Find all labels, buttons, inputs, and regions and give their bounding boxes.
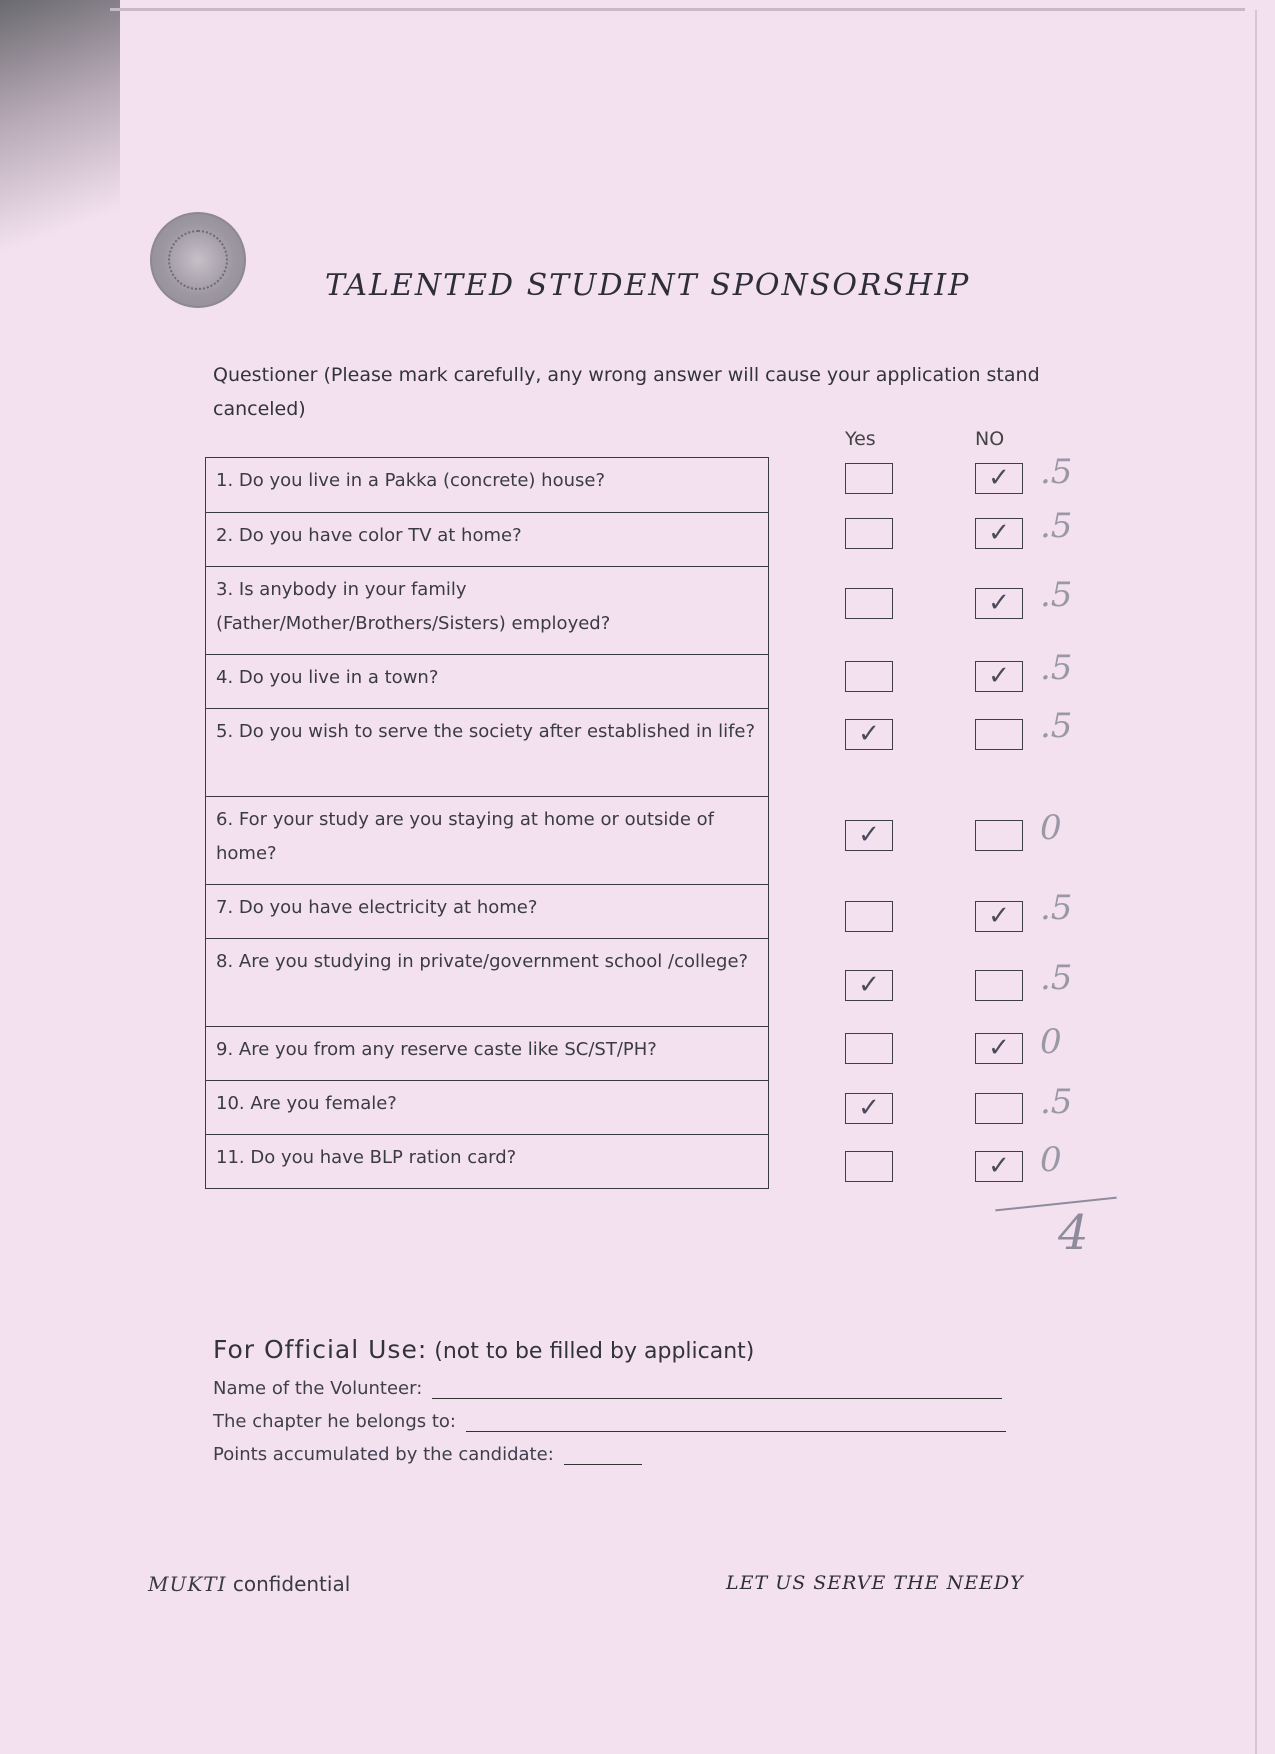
instructions-text: Questioner (Please mark carefully, any wrong answer will cause your application stand canceled) <box>213 364 1040 420</box>
q3-score: .5 <box>1040 575 1073 615</box>
q10-no-checkbox[interactable] <box>975 1093 1023 1124</box>
questions-table <box>205 457 769 1189</box>
points-field[interactable] <box>564 1446 642 1465</box>
total-score: 4 <box>1058 1205 1089 1261</box>
question-text: 9. Are you from any reserve caste like SC/ST/PH? <box>216 1039 657 1060</box>
q9-score: 0 <box>1040 1022 1062 1062</box>
q9-no-checkbox[interactable]: ✓ <box>975 1033 1023 1064</box>
question-row <box>206 938 768 1026</box>
official-title: For Official Use: <box>213 1335 428 1364</box>
chapter-row <box>213 1411 1006 1432</box>
q4-score: .5 <box>1040 648 1073 688</box>
footer-confidential: confidential <box>232 1572 351 1596</box>
q7-no-checkbox[interactable]: ✓ <box>975 901 1023 932</box>
q8-yes-checkbox[interactable]: ✓ <box>845 970 893 1001</box>
chapter-field[interactable] <box>466 1413 1006 1432</box>
q1-yes-checkbox[interactable] <box>845 463 893 494</box>
question-text: 3. Is anybody in your family (Father/Mother/Brothers/Sisters) employed? <box>216 579 611 634</box>
q3-no-checkbox[interactable]: ✓ <box>975 588 1023 619</box>
q3-yes-checkbox[interactable] <box>845 588 893 619</box>
page-edge-right <box>1255 10 1257 1754</box>
form-title: TALENTED STUDENT SPONSORSHIP <box>325 268 971 303</box>
question-row <box>206 1080 768 1134</box>
q9-yes-checkbox[interactable] <box>845 1033 893 1064</box>
total-underline <box>995 1197 1117 1212</box>
volunteer-field[interactable] <box>432 1380 1002 1399</box>
question-row <box>206 654 768 708</box>
q7-yes-checkbox[interactable] <box>845 901 893 932</box>
q4-no-checkbox[interactable]: ✓ <box>975 661 1023 692</box>
question-row <box>206 512 768 566</box>
question-text: 1. Do you live in a Pakka (concrete) house? <box>216 470 606 491</box>
question-text: 4. Do you live in a town? <box>216 667 439 688</box>
q11-no-checkbox[interactable]: ✓ <box>975 1151 1023 1182</box>
q2-yes-checkbox[interactable] <box>845 518 893 549</box>
q8-score: .5 <box>1040 958 1073 998</box>
scan-shadow <box>0 0 120 320</box>
question-text: 11. Do you have BLP ration card? <box>216 1147 517 1168</box>
q11-score: 0 <box>1040 1140 1062 1180</box>
q2-score: .5 <box>1040 506 1073 546</box>
footer-brand: MUKTI <box>148 1572 227 1596</box>
question-text: 5. Do you wish to serve the society after established in life? <box>216 721 756 742</box>
question-row <box>206 1026 768 1080</box>
question-row <box>206 708 768 796</box>
no-column-header: NO <box>975 428 1005 450</box>
q5-no-checkbox[interactable] <box>975 719 1023 750</box>
q8-no-checkbox[interactable] <box>975 970 1023 1001</box>
points-label: Points accumulated by the candidate: <box>213 1444 554 1465</box>
question-row <box>206 884 768 938</box>
question-row <box>206 566 768 654</box>
q2-no-checkbox[interactable]: ✓ <box>975 518 1023 549</box>
question-row <box>206 796 768 884</box>
q10-score: .5 <box>1040 1082 1073 1122</box>
q4-yes-checkbox[interactable] <box>845 661 893 692</box>
q1-no-checkbox[interactable]: ✓ <box>975 463 1023 494</box>
q6-no-checkbox[interactable] <box>975 820 1023 851</box>
question-text: 8. Are you studying in private/government school /college? <box>216 951 749 972</box>
official-subtitle: (not to be filled by applicant) <box>434 1339 755 1364</box>
q1-score: .5 <box>1040 452 1073 492</box>
yes-column-header: Yes <box>845 428 876 450</box>
points-row <box>213 1444 642 1465</box>
volunteer-label: Name of the Volunteer: <box>213 1378 423 1399</box>
question-text: 2. Do you have color TV at home? <box>216 525 522 546</box>
official-use-heading <box>213 1335 754 1364</box>
page-edge <box>110 8 1245 11</box>
question-row <box>206 1134 768 1188</box>
footer-left <box>148 1572 350 1596</box>
footer-slogan: LET US SERVE THE NEEDY <box>726 1572 1024 1594</box>
question-row <box>206 458 768 512</box>
q10-yes-checkbox[interactable]: ✓ <box>845 1093 893 1124</box>
q6-score: 0 <box>1040 808 1062 848</box>
chapter-label: The chapter he belongs to: <box>213 1411 456 1432</box>
volunteer-row <box>213 1378 1002 1399</box>
q7-score: .5 <box>1040 888 1073 928</box>
mukti-logo <box>150 212 246 308</box>
q5-score: .5 <box>1040 706 1073 746</box>
question-text: 6. For your study are you staying at home or outside of home? <box>216 809 715 864</box>
q6-yes-checkbox[interactable]: ✓ <box>845 820 893 851</box>
q5-yes-checkbox[interactable]: ✓ <box>845 719 893 750</box>
question-text: 10. Are you female? <box>216 1093 397 1114</box>
q11-yes-checkbox[interactable] <box>845 1151 893 1182</box>
question-text: 7. Do you have electricity at home? <box>216 897 538 918</box>
